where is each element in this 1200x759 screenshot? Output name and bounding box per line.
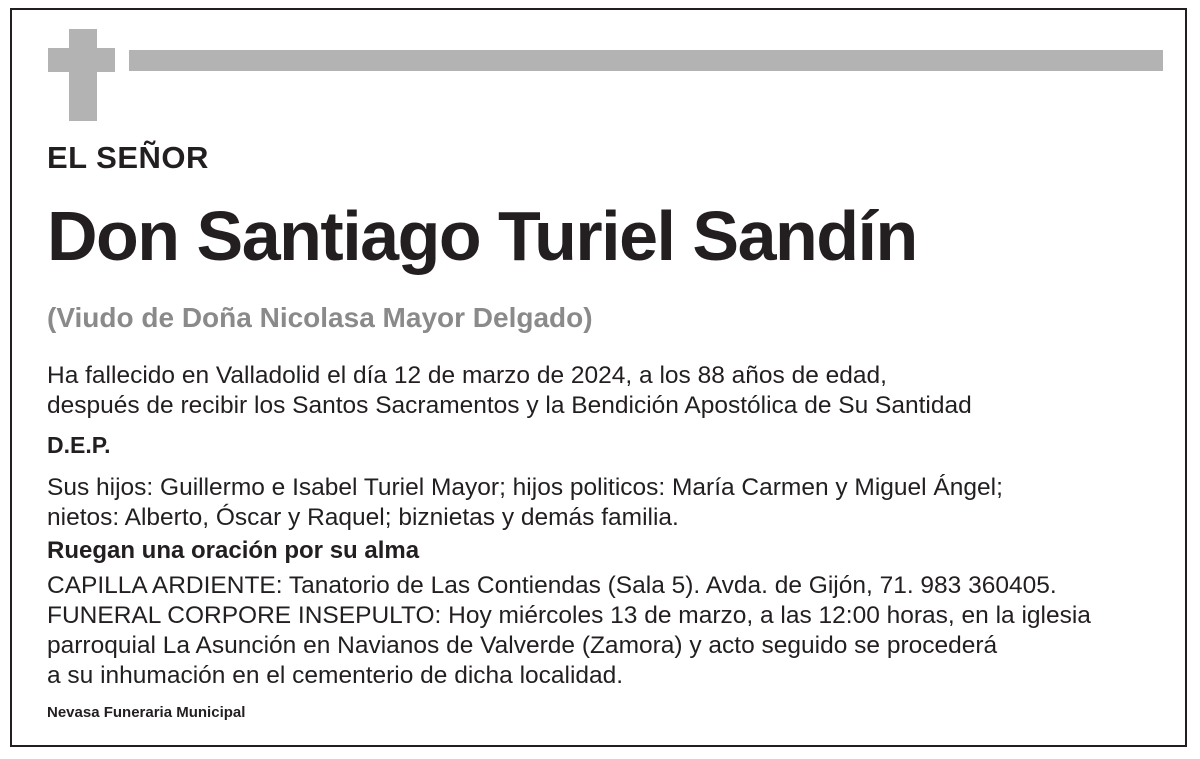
title-label: EL SEÑOR <box>47 140 209 175</box>
service-line: FUNERAL CORPORE INSEPULTO: Hoy miércoles 13 de marzo, a las 12:00 horas, en la iglesia <box>47 602 1091 629</box>
death-paragraph <box>47 361 972 421</box>
service-line: parroquial La Asunción en Navianos de Valverde (Zamora) y acto seguido se procederá <box>47 632 998 659</box>
service-line: a su inhumación en el cementerio de dicha localidad. <box>47 662 624 689</box>
widow-of: (Viudo de Doña Nicolasa Mayor Delgado) <box>47 302 593 333</box>
service-paragraph <box>47 571 1091 691</box>
funeral-home: Nevasa Funeraria Municipal <box>47 704 246 721</box>
prayer-request: Ruegan una oración por su alma <box>47 537 420 564</box>
family-paragraph <box>47 473 1003 533</box>
service-line: CAPILLA ARDIENTE: Tanatorio de Las Contiendas (Sala 5). Avda. de Gijón, 71. 983 360405. <box>47 572 1057 599</box>
death-line: Ha fallecido en Valladolid el día 12 de marzo de 2024, a los 88 años de edad, <box>47 362 887 389</box>
dep-label: D.E.P. <box>47 432 111 458</box>
deceased-name: Don Santiago Turiel Sandín <box>47 197 917 275</box>
header-rule <box>129 50 1163 71</box>
family-line: Sus hijos: Guillermo e Isabel Turiel Mayor; hijos politicos: María Carmen y Miguel Ángel; <box>47 474 1003 501</box>
family-line: nietos: Alberto, Óscar y Raquel; biznietas y demás familia. <box>47 504 679 531</box>
death-line: después de recibir los Santos Sacramentos y la Bendición Apostólica de Su Santidad <box>47 392 972 419</box>
